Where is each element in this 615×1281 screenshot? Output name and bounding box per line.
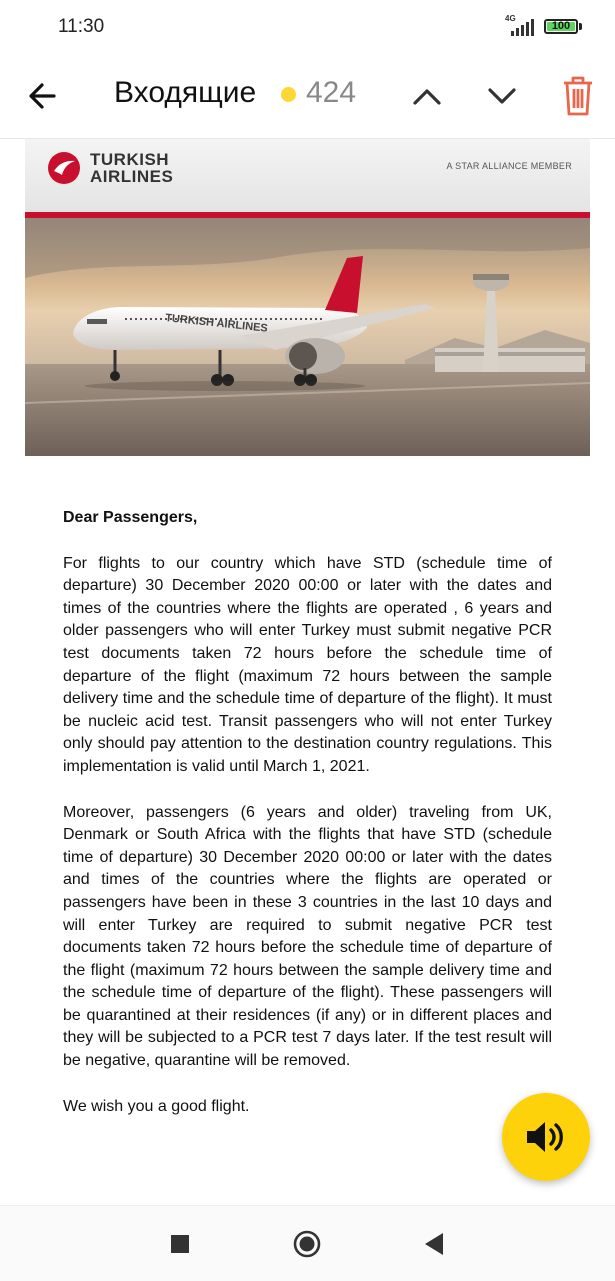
status-bar <box>0 0 615 56</box>
network-type: 4G <box>505 14 516 23</box>
read-aloud-button[interactable] <box>502 1093 590 1181</box>
trash-icon[interactable] <box>558 74 598 118</box>
email-closing: We wish you a good flight. <box>63 1097 250 1115</box>
mail-toolbar <box>0 56 615 139</box>
back-triangle-icon[interactable] <box>424 1232 444 1256</box>
logo-strip <box>25 139 590 212</box>
email-paragraph-1: For flights to our country which have STD (schedule time of departure) 30 December 2020 00:00 or later with the dates and times of the countries where the flights are operated , 6 years and older passengers who will enter Turkey must submit negative PCR test documents taken 72 hours before the schedule time of departure of the flight (maximum 72 hours between the sample delivery time and the schedule time of departure of the flight). It must be nucleic acid test. Transit passengers who will not enter Turkey only should pay attention to the destination country regulations. This implementation is valid until March 1, 2021. <box>63 554 552 775</box>
arrow-left-icon[interactable] <box>24 76 64 116</box>
brand-name <box>90 151 173 185</box>
system-nav-bar <box>0 1205 615 1281</box>
home-circle-icon[interactable] <box>293 1230 321 1258</box>
chevron-down-icon[interactable] <box>482 76 522 116</box>
folder-title: Входящие <box>114 76 257 109</box>
unread-dot <box>281 87 296 102</box>
email-body <box>63 507 552 1118</box>
email-greeting: Dear Passengers, <box>63 509 198 526</box>
recents-square-icon[interactable] <box>171 1235 189 1253</box>
email-paragraph-2: Moreover, passengers (6 years and older) traveling from UK, Denmark or South Africa with the flights that have STD (schedule time of departure) 30 December 2020 00:00 or later with the dates and times of the countries where the flights are operated or passengers have been in these 3 countries in the last 10 days and will enter Turkey are required to submit negative PCR test documents taken 72 hours before the schedule time of departure of the flight (maximum 72 hours between the sample delivery time and the schedule time of departure of the flight). These passengers will be quarantined at their residences (if any) or in different places and they will be subjected to a PCR test 7 days later. If the test result will be negative, quarantine will be removed. <box>63 803 552 1070</box>
airplane-photo <box>25 218 590 456</box>
turkish-airlines-logo-icon <box>47 151 81 185</box>
brand-line-2: AIRLINES <box>90 167 174 186</box>
brand-line-1: TURKISH <box>90 150 170 169</box>
email-banner <box>25 139 590 456</box>
signal-icon <box>503 17 537 37</box>
livery-text: TURKISH AIRLINES <box>164 312 269 335</box>
status-time: 11:30 <box>58 16 105 37</box>
battery-icon <box>544 19 578 34</box>
chevron-up-icon[interactable] <box>407 76 447 116</box>
star-alliance-text: A STAR ALLIANCE MEMBER <box>446 161 572 171</box>
speaker-icon <box>524 1117 568 1157</box>
unread-count: 424 <box>306 76 357 109</box>
battery-level: 100 <box>551 20 571 32</box>
battery-nub <box>579 23 582 30</box>
